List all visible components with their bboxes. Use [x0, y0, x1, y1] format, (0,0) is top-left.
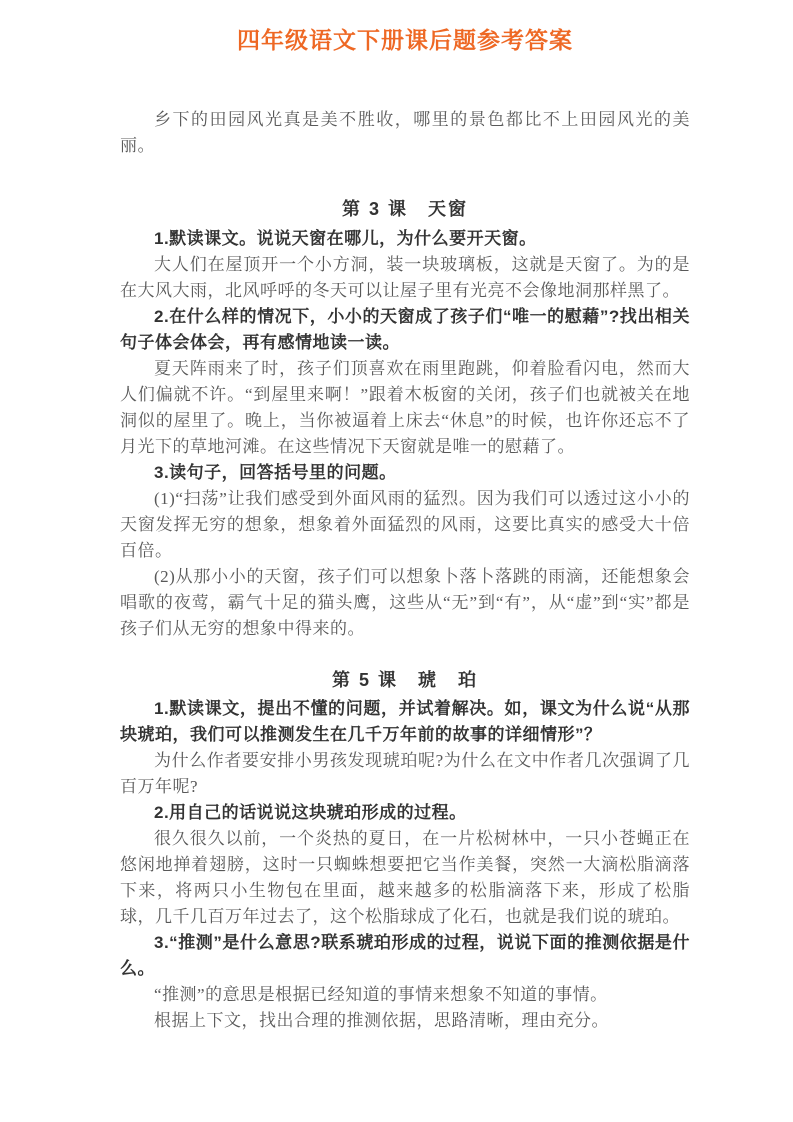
- lesson-5-question-3: 3.“推测”是什么意思?联系琥珀形成的过程，说说下面的推测依据是什么。: [120, 933, 690, 978]
- lesson-5-answer-2: 很久很久以前，一个炎热的夏日，在一片松树林中，一只小苍蝇正在悠闲地掸着翅膀，这时一只蜘蛛想要把它当作美餐，突然一大滴松脂滴落下来，将两只小生物包在里面，越来越多的松脂滴落下来，形成了松脂球，几千几百万年过去了，这个松脂球成了化石，也就是我们说的琥珀。: [120, 829, 690, 926]
- lesson-3-answer-2: 夏天阵雨来了时，孩子们顶喜欢在雨里跑跳，仰着脸看闪电，然而大人们偏就不许。“到屋里来啊！”跟着木板窗的关闭，孩子们也就被关在地洞似的屋里了。晚上，当你被逼着上床去“休息”的时候，也许你还忘不了月光下的草地河滩。在这些情况下天窗就是唯一的慰藉了。: [120, 359, 690, 456]
- lesson-3-answer-1: 大人们在屋顶开一个小方洞，装一块玻璃板，这就是天窗了。为的是在大风大雨，北风呼呼的冬天可以让屋子里有光亮不会像地洞那样黑了。: [120, 255, 690, 300]
- lesson-3-question-1: 1.默读课文。说说天窗在哪儿，为什么要开天窗。: [154, 229, 537, 248]
- page-title: 四年级语文下册课后题参考答案: [237, 27, 573, 53]
- lesson-3-answer-3-part-2: (2)从那小小的天窗，孩子们可以想象卜落卜落跳的雨滴，还能想象会唱歌的夜莺，霸气十足的猫头鹰，这些从“无”到“有”，从“虚”到“实”都是孩子们从无穷的想象中得来的。: [120, 567, 690, 638]
- lesson-5-heading: 第 5 课 琥 珀: [331, 670, 478, 690]
- lesson-3-question-2: 2.在什么样的情况下，小小的天窗成了孩子们“唯一的慰藉”?找出相关句子体会体会，再有感情地读一读。: [120, 307, 690, 352]
- lesson-3-heading: 第 3 课 天窗: [341, 199, 468, 219]
- lesson-5-answer-3-part-2: 根据上下文，找出合理的推测依据，思路清晰，理由充分。: [154, 1011, 609, 1030]
- lesson-3-question-3: 3.读句子，回答括号里的问题。: [154, 463, 397, 482]
- intro-paragraph: 乡下的田园风光真是美不胜收，哪里的景色都比不上田园风光的美丽。: [120, 110, 690, 155]
- lesson-3-answer-3-part-1: (1)“扫荡”让我们感受到外面风雨的猛烈。因为我们可以透过这小小的天窗发挥无穷的想象，想象着外面猛烈的风雨，这要比真实的感受大十倍百倍。: [120, 489, 690, 560]
- lesson-5-question-1: 1.默读课文，提出不懂的问题，并试着解决。如，课文为什么说“从那块琥珀，我们可以推测发生在几千万年前的故事的详细情形”？: [120, 699, 690, 744]
- lesson-5-answer-3-part-1: “推测”的意思是根据已经知道的事情来想象不知道的事情。: [154, 985, 608, 1004]
- lesson-5-answer-1: 为什么作者要安排小男孩发现琥珀呢?为什么在文中作者几次强调了几百万年呢?: [120, 751, 690, 796]
- lesson-5-question-2: 2.用自己的话说说这块琥珀形成的过程。: [154, 803, 467, 822]
